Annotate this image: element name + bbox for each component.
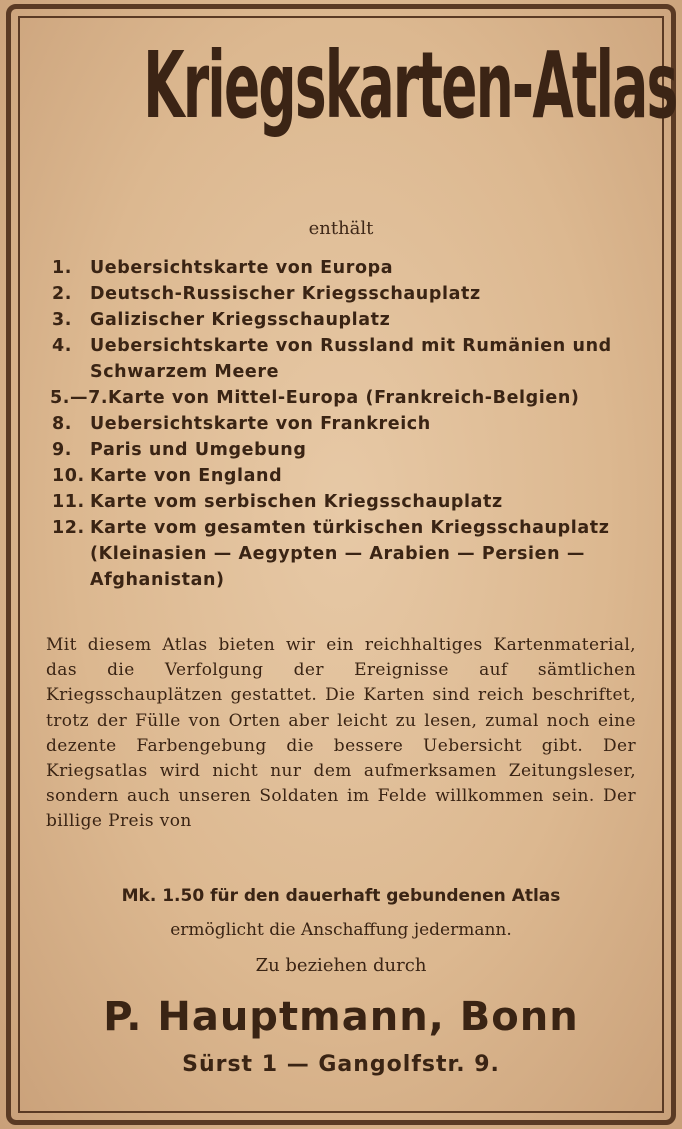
list-item-text: Deutsch-Russischer Kriegsschauplatz: [90, 284, 481, 304]
list-item: [46, 411, 646, 437]
list-item-text: Uebersichtskarte von Frankreich: [90, 414, 431, 434]
merchant-address: Sürst 1 — Gangolfstr. 9.: [182, 1052, 500, 1077]
list-item-number: 2.: [52, 284, 73, 304]
list-item-number: 1.: [52, 258, 73, 278]
list-item: [46, 385, 646, 411]
list-item: [46, 437, 646, 463]
map-list: [46, 255, 646, 593]
list-item-number: 11.: [52, 492, 85, 512]
list-item-number: 8.: [52, 414, 73, 434]
list-item-text: Galizischer Kriegsschauplatz: [90, 310, 391, 330]
ad-subtitle: enthält: [308, 218, 374, 239]
list-item-number: 10.: [52, 466, 85, 486]
list-item: [46, 463, 646, 489]
price-line: Mk. 1.50 für den dauerhaft gebundenen Atlas: [121, 886, 561, 906]
list-item: [46, 307, 646, 333]
list-item-text: Paris und Umgebung: [90, 440, 307, 460]
list-item-number: 4.: [52, 336, 73, 356]
list-item-text: Karte von England: [90, 466, 283, 486]
list-item-text: Karte vom serbischen Kriegsschauplatz: [90, 492, 503, 512]
merchant-name: P. Hauptmann, Bonn: [103, 994, 579, 1040]
list-item: [46, 333, 646, 385]
ad-title: Kriegskarten-Atlas: [143, 32, 677, 139]
list-item-text: Uebersichtskarte von Europa: [90, 258, 394, 278]
list-item-text: Karte von Mittel-Europa (Frankreich-Belgien): [108, 388, 580, 408]
list-item-number: 9.: [52, 440, 73, 460]
list-item: [46, 489, 646, 515]
list-item: [46, 515, 646, 593]
list-item-number: 12.: [52, 518, 85, 538]
list-item-number: 3.: [52, 310, 73, 330]
list-item: [46, 255, 646, 281]
obtain-line: Zu beziehen durch: [255, 955, 427, 976]
list-item-text: Uebersichtskarte von Russland mit Rumänien und Schwarzem Meere: [90, 336, 612, 382]
list-item-text: Karte vom gesamten türkischen Kriegsschauplatz (Kleinasien — Aegypten — Arabien — Persien — Afghanistan): [90, 518, 610, 590]
list-item: [46, 281, 646, 307]
description-paragraph: Mit diesem Atlas bieten wir ein reichhaltiges Kartenmaterial, das die Verfolgung der Ereignisse auf sämtlichen Kriegsschauplätzen gestattet. Die Karten sind reich beschriftet, trotz der Fülle von Orten aber leicht zu lesen, zumal noch eine dezente Farbengebung die bessere Uebersicht gibt. Der Kriegsatlas wird nicht nur dem aufmerksamen Zeitungsleser, sondern auch unseren Soldaten im Felde willkommen sein. Der billige Preis von: [46, 635, 636, 832]
list-item-number: 5.—7.: [50, 388, 109, 408]
affordability-line: ermöglicht die Anschaffung jedermann.: [170, 920, 512, 940]
